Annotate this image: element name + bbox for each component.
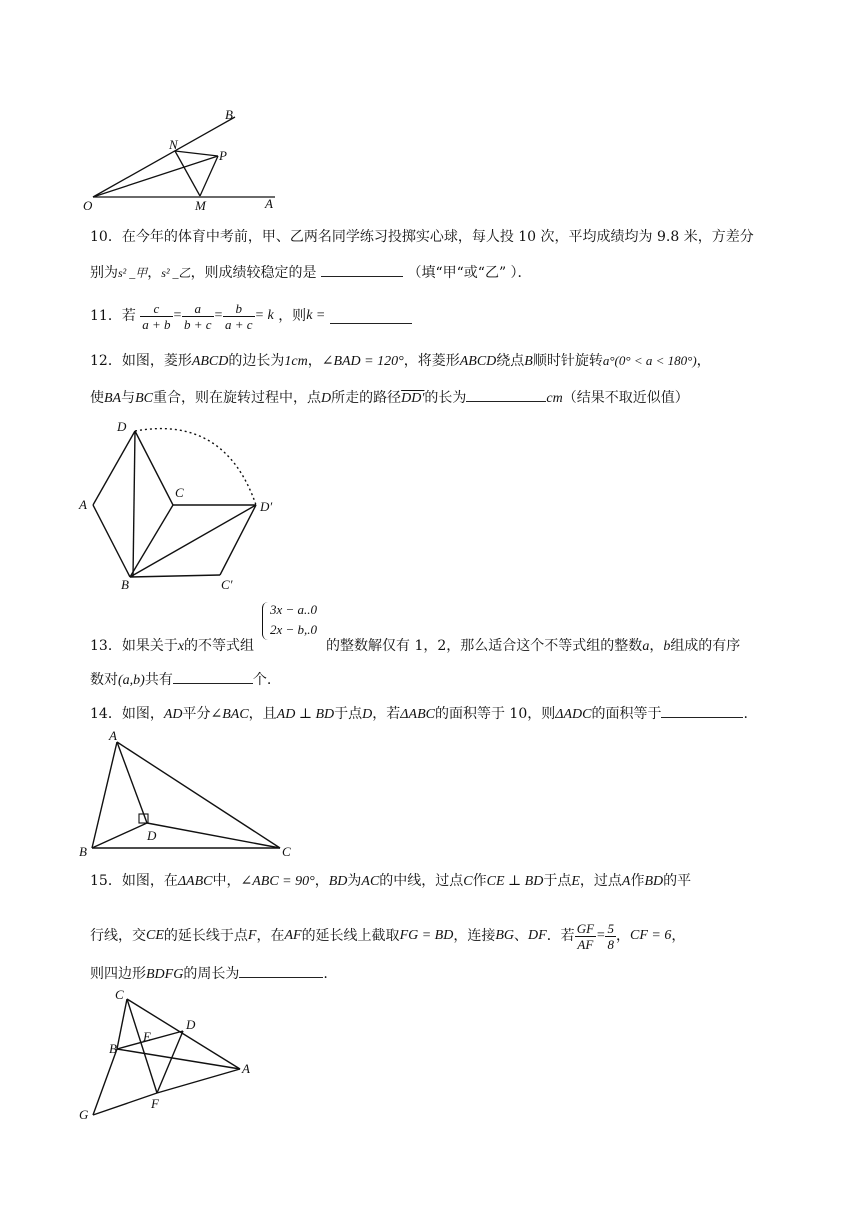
math: ∠BAD = 120° (321, 354, 404, 369)
text: （结果不取近似值） (562, 390, 689, 406)
label-P: P (219, 148, 227, 163)
q13-line2 (90, 669, 271, 690)
text: 于点 (543, 873, 572, 889)
answer-blank[interactable] (661, 703, 743, 718)
figure-q9 (75, 100, 285, 215)
text: 重合，则在旋转过程中，点 (153, 390, 321, 406)
variance-jia: s² _甲 (118, 266, 148, 280)
text: 顺时针旋转 (532, 353, 603, 369)
q12-line1 (90, 352, 711, 371)
math: AD ⊥ BD (276, 707, 335, 722)
text: 的长为 (424, 390, 467, 406)
label-D: D (117, 419, 127, 434)
label-A: A (109, 728, 117, 743)
math: A (621, 874, 631, 889)
text: . (323, 966, 328, 982)
q15-line1 (90, 872, 691, 891)
math: AC (361, 874, 380, 889)
math: (a,b) (118, 673, 145, 688)
answer-blank[interactable] (173, 669, 253, 684)
text: 11．若 (90, 308, 136, 324)
fraction-3 (223, 301, 255, 332)
label-F: F (151, 1096, 159, 1111)
math: ∠BAC (210, 707, 249, 722)
text: ，在 (256, 928, 285, 944)
text: 为 (347, 873, 362, 889)
q10-line1 (90, 228, 754, 246)
text: ， (649, 638, 664, 654)
inequality-2: 2x − b,.0 (270, 622, 318, 637)
math: ΔABC (400, 707, 435, 722)
denominator: 8 (607, 936, 614, 952)
fraction-5-8 (605, 921, 616, 952)
math: BA (104, 391, 122, 406)
brace (262, 602, 269, 640)
text: 中， (212, 873, 241, 889)
text: 15．如图，在 (90, 873, 178, 889)
text: 作 (630, 873, 645, 889)
figure-q12 (75, 415, 290, 590)
numerator: c (140, 301, 172, 317)
label-B: B (79, 844, 87, 859)
text: 绕点 (496, 353, 525, 369)
math: BC (135, 391, 153, 406)
label-Cp: C′ (221, 577, 233, 590)
q12-line2 (90, 387, 689, 408)
q10-line2 (90, 262, 532, 282)
text: ，则成绩较稳定的是 (190, 265, 317, 281)
math: CE (146, 928, 164, 943)
text: ，过点 (579, 873, 622, 889)
numerator: GF (576, 920, 595, 936)
text: 的延长线上截取 (301, 928, 400, 944)
text: ， (671, 928, 686, 944)
label-M: M (195, 198, 206, 213)
text: 共有 (144, 672, 173, 688)
figure-q15 (75, 985, 275, 1125)
math: B (524, 354, 533, 369)
math: b (663, 639, 671, 654)
q11-line (90, 298, 412, 334)
text: 别为 (90, 265, 118, 281)
label-D: D (186, 1017, 196, 1032)
text: 13．如果关于 (90, 638, 178, 654)
text: ， (147, 265, 162, 281)
label-N: N (169, 137, 178, 152)
text: 则四边形 (90, 966, 146, 982)
text: 的面积等于 10，则 (434, 706, 556, 722)
text: 作 (472, 873, 487, 889)
text: 的延长线于点 (163, 928, 248, 944)
math: BG (495, 928, 515, 943)
label-D: D (147, 828, 157, 843)
label-Dp: D′ (260, 499, 273, 514)
q15-line2 (90, 918, 685, 954)
q10-text: 10．在今年的体育中考前，甲、乙两名同学练习投掷实心球，每人投 10 次，平均成绩均为 9.8 米，方差分 (90, 229, 754, 245)
fraction-gf-af (575, 921, 596, 952)
text: ， (696, 353, 711, 369)
arc-notation: DD′ (401, 391, 425, 406)
label-C: C (282, 844, 291, 859)
text: 行线，交 (90, 928, 146, 944)
text: 组成的有序 (670, 638, 741, 654)
q14-line (90, 703, 748, 724)
text: 的不等式组 (184, 638, 255, 654)
k-equals: k = (306, 308, 326, 323)
fraction-1 (140, 301, 172, 332)
math: x (177, 639, 185, 654)
text: ， (314, 873, 329, 889)
math: D (321, 391, 332, 406)
unit: cm (546, 391, 563, 406)
answer-blank[interactable] (239, 963, 323, 978)
numerator: a (182, 301, 214, 317)
text: 的中线，过点 (379, 873, 464, 889)
denominator: b + c (184, 316, 212, 332)
numerator: 5 (607, 920, 614, 936)
math: AD (163, 707, 183, 722)
text: 12．如图，菱形 (90, 353, 192, 369)
denominator: a + b (142, 316, 171, 332)
answer-blank[interactable] (321, 262, 403, 277)
text: 、 (514, 928, 529, 944)
label-A: A (265, 196, 273, 211)
inequality-1: 3x − a..0 (270, 602, 318, 617)
label-B: B (225, 107, 233, 122)
label-E: E (143, 1029, 151, 1044)
math: BD (328, 874, 348, 889)
math: a (642, 639, 650, 654)
text: ，若 (372, 706, 401, 722)
text: （填“甲“或“乙” ）． (407, 265, 532, 281)
label-A: A (79, 497, 87, 512)
equals: = (172, 308, 183, 323)
math: ABCD (191, 354, 229, 369)
math: AF (284, 928, 302, 943)
denominator: AF (577, 936, 594, 952)
text: ．若 (546, 928, 575, 944)
label-G: G (79, 1107, 89, 1122)
text: ，且 (248, 706, 277, 722)
text: . (743, 706, 748, 722)
answer-blank[interactable] (330, 309, 412, 324)
text: 使 (90, 390, 104, 406)
equals-k: = k (254, 308, 274, 323)
math: CE ⊥ BD (486, 874, 544, 889)
math: DF (528, 928, 547, 943)
math: BDFG (146, 967, 184, 982)
text: 的平 (663, 873, 692, 889)
text: 的边长为 (228, 353, 285, 369)
denominator: a + c (225, 316, 253, 332)
text: 的周长为 (183, 966, 240, 982)
math: FG = BD (399, 928, 454, 943)
label-A: A (242, 1061, 250, 1076)
label-B: B (109, 1041, 117, 1056)
text: 的面积等于 (591, 706, 662, 722)
math: D (362, 707, 373, 722)
text: ，连接 (453, 928, 496, 944)
math: CF = 6 (629, 928, 672, 943)
variance-yi: s² _乙 (161, 266, 191, 280)
inequality-system (262, 600, 317, 640)
math: 1cm (284, 354, 308, 369)
equals: = (213, 308, 224, 323)
math: BD (644, 874, 664, 889)
equals: = (596, 928, 606, 943)
math: F (247, 928, 257, 943)
text: 与 (121, 390, 136, 406)
label-C: C (175, 485, 184, 500)
text: 的整数解仅有 1，2，那么适合这个不等式组的整数 (326, 638, 643, 654)
text: 所走的路径 (331, 390, 402, 406)
math: a°(0° < a < 180°) (602, 353, 697, 368)
q15-line3 (90, 963, 328, 984)
label-C: C (115, 987, 124, 1002)
math: ∠ABC = 90° (240, 874, 315, 889)
math: C (463, 874, 473, 889)
text: 于点 (334, 706, 363, 722)
text: ， (307, 353, 322, 369)
answer-blank[interactable] (466, 387, 546, 402)
math: ΔADC (555, 707, 592, 722)
text: ，则 (278, 308, 307, 324)
text: 个. (252, 672, 272, 688)
figure-q14 (75, 728, 305, 863)
text: 平分 (182, 706, 211, 722)
label-B: B (121, 577, 129, 590)
text: 数对 (90, 672, 118, 688)
math: ABCD (459, 354, 497, 369)
q13-line1 (90, 637, 740, 656)
label-O: O (83, 198, 93, 213)
text: 14．如图， (90, 706, 164, 722)
numerator: b (223, 301, 255, 317)
math: ΔABC (177, 874, 213, 889)
text: ，将菱形 (403, 353, 460, 369)
fraction-2 (182, 301, 214, 332)
math: E (571, 874, 580, 889)
text: ， (615, 928, 630, 944)
